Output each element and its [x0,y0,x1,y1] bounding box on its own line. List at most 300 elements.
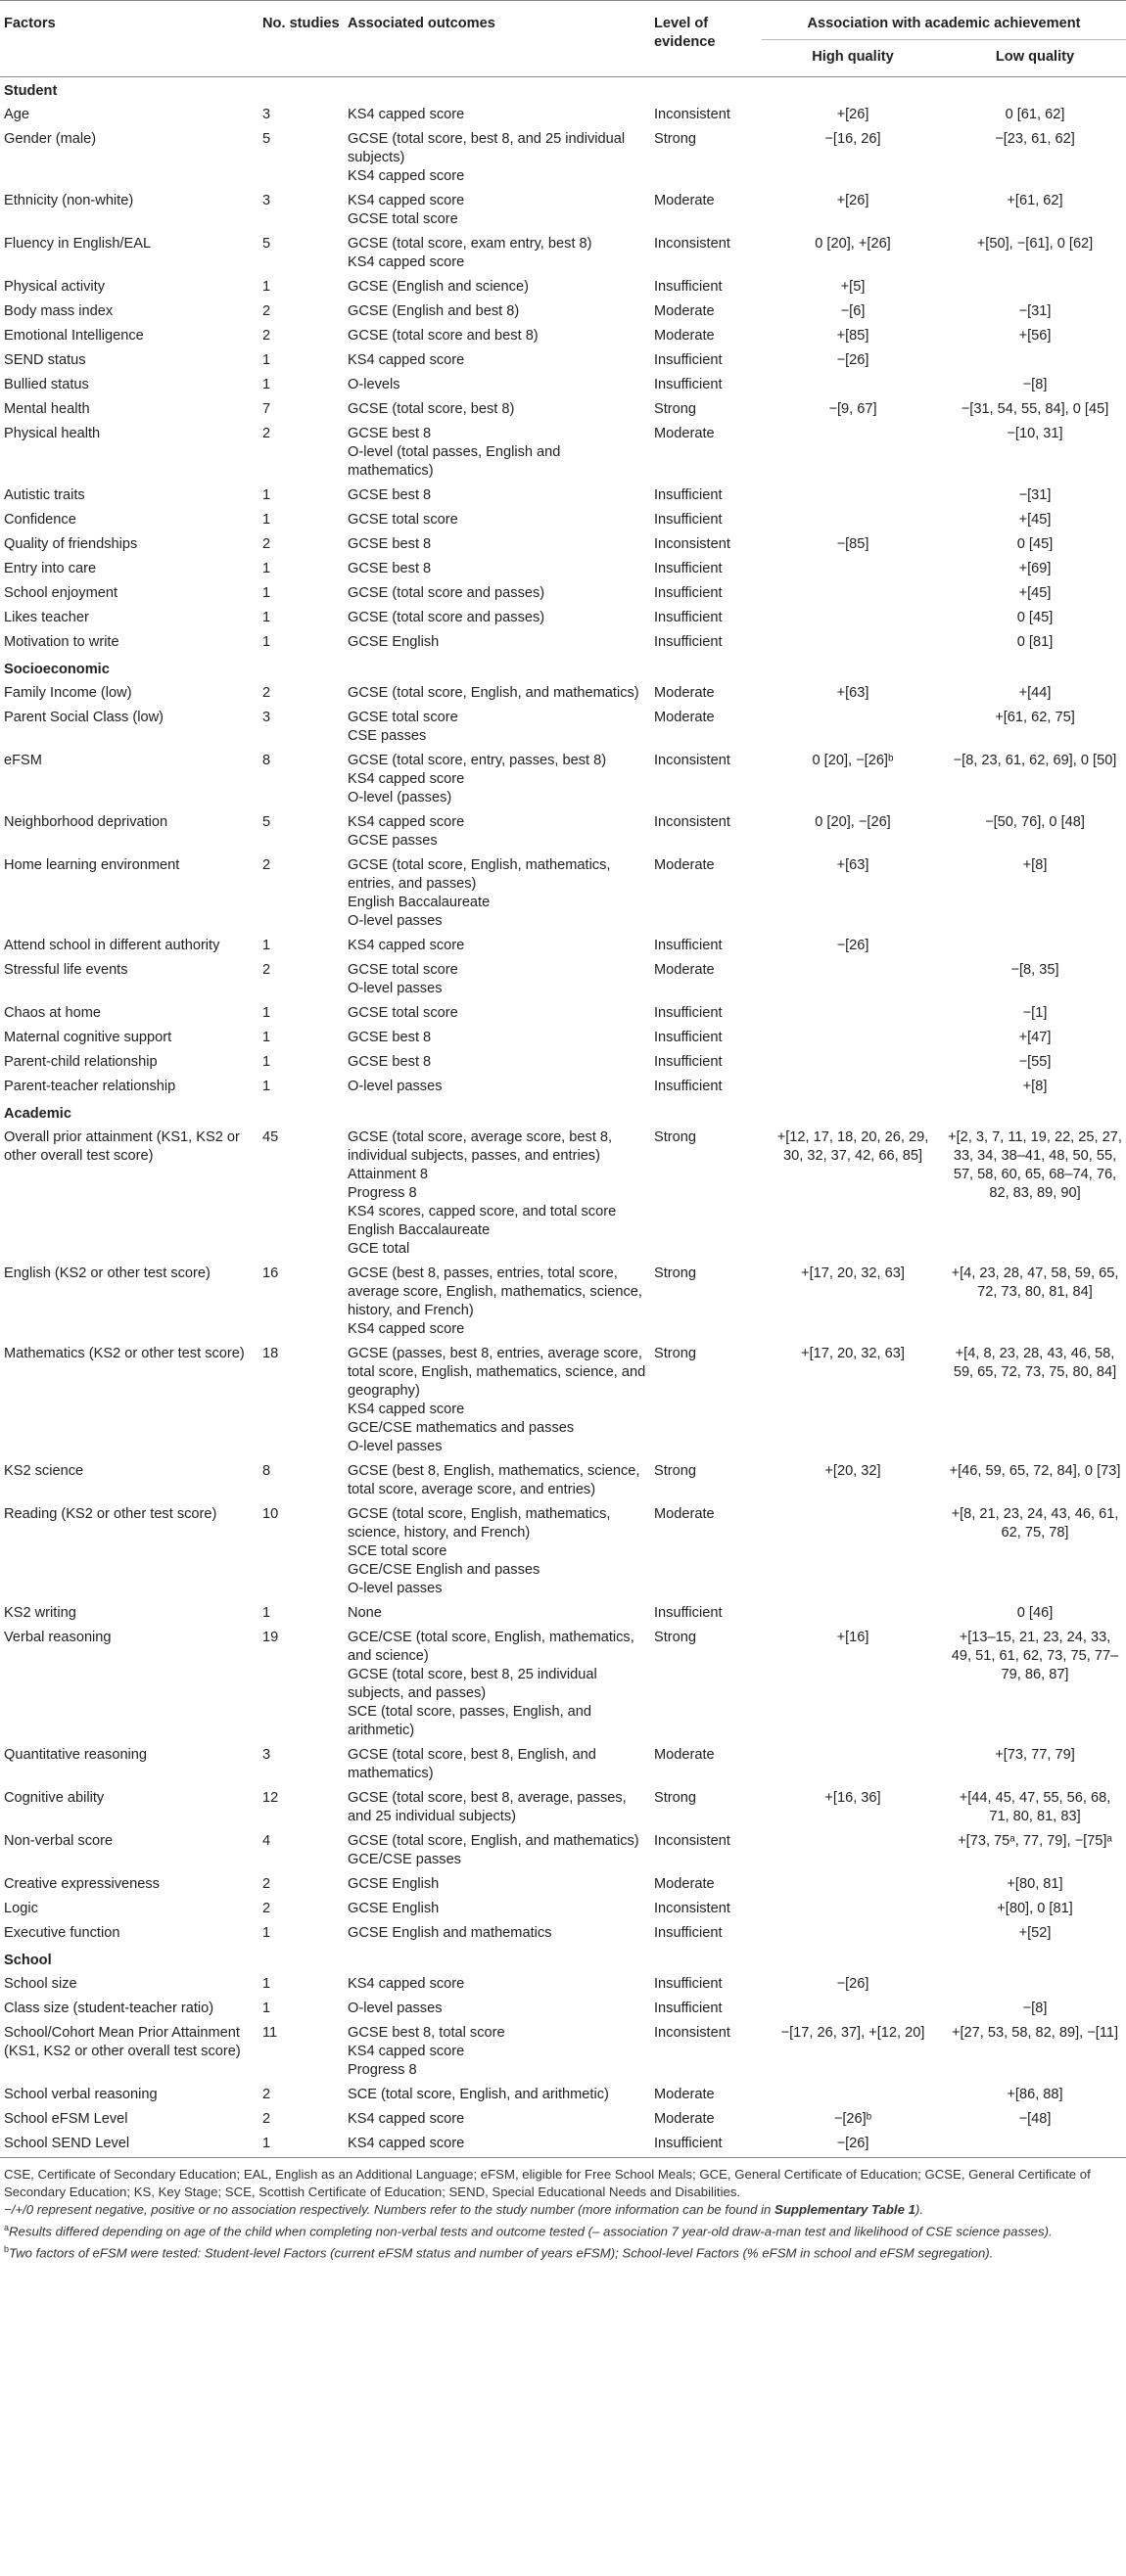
evidence-cell: Moderate [654,2087,715,2102]
section-header [0,1947,1126,1973]
outcomes-cell: GCSE (total score, average score, best 8, individual subjects, passes, and entries) Attainment 8 Progress 8 KS4 scores, capped score, and total score English Baccalaureate GCE total [348,1129,617,1257]
low-quality-cell: +[44, 45, 47, 55, 56, 68, 71, 80, 81, 83] [959,1790,1111,1824]
header-high-quality: High quality [812,49,894,65]
factor-cell: Mental health [4,401,90,417]
table-body [0,77,1126,2158]
low-quality-cell: 0 [45] [1016,536,1054,552]
evidence-cell: Strong [654,1463,696,1479]
high-quality-cell: +[26] [836,193,869,208]
outcomes-cell: O-level passes [348,2001,443,2016]
high-quality-cell [762,1503,944,1602]
evidence-cell: Moderate [654,1747,715,1763]
high-quality-cell: −[16, 26] [824,131,881,147]
table-row [0,1503,1126,1602]
factor-cell: KS2 writing [4,1605,76,1621]
table-row [0,233,1126,276]
table-row [0,533,1126,558]
evidence-cell: Moderate [654,1876,715,1892]
table-row [0,1898,1126,1922]
high-quality-cell: −[26]ᵇ [833,2111,872,2127]
high-quality-cell [762,1873,944,1898]
studies-cell: 1 [262,1605,271,1621]
header-evidence: Level of evidence [654,16,716,50]
table-row [0,750,1126,811]
table-row [0,631,1126,656]
factor-cell: School verbal reasoning [4,2087,158,2102]
outcomes-cell: KS4 capped score [348,2136,465,2151]
outcomes-cell: GCSE (total score, best 8, average, passes, and 25 individual subjects) [348,1790,627,1824]
evidence-cell: Insufficient [654,2001,723,2016]
factor-cell: Emotional Intelligence [4,328,144,344]
table-row [0,1744,1126,1787]
table-row [0,2022,1126,2084]
header-factors: Factors [4,16,56,31]
factor-cell: Neighborhood deprivation [4,814,168,830]
low-quality-cell: −[10, 31] [1007,426,1063,441]
table-row [0,607,1126,631]
outcomes-cell: GCSE (total score, best 8) [348,401,515,417]
low-quality-cell: 0 [61, 62] [1005,107,1065,122]
low-quality-cell: +[13–15, 21, 23, 24, 33, 49, 51, 61, 62, 73, 75, 77–79, 86, 87] [951,1630,1119,1682]
high-quality-cell [762,2084,944,2108]
header-low-quality: Low quality [995,49,1075,65]
factor-cell: Body mass index [4,303,114,319]
outcomes-cell: GCSE best 8 [348,561,432,576]
low-quality-cell: +[27, 53, 58, 82, 89], −[11] [951,2025,1119,2041]
factor-cell: School enjoyment [4,585,118,601]
outcomes-cell: KS4 capped score [348,1976,465,1992]
evidence-cell: Inconsistent [654,1901,730,1916]
outcomes-cell: KS4 capped score [348,107,465,122]
outcomes-cell: KS4 capped score [348,2111,465,2127]
supplementary-table-link[interactable]: Supplementary Table 1 [774,2202,915,2217]
evidence-cell: Moderate [654,685,715,701]
low-quality-cell: +[86, 88] [1007,2087,1063,2102]
factor-cell: Confidence [4,512,76,528]
outcomes-cell: GCSE total score O-level passes [348,962,458,996]
factor-cell: English (KS2 or other test score) [4,1265,211,1281]
evidence-cell: Inconsistent [654,236,730,252]
evidence-cell: Insufficient [654,1054,723,1070]
low-quality-cell: +[4, 8, 23, 28, 43, 46, 58, 59, 65, 72, 73, 75, 80, 84] [953,1346,1117,1380]
table-row [0,398,1126,423]
low-quality-cell: −[8, 23, 61, 62, 69], 0 [50] [953,753,1117,768]
low-quality-cell: −[48] [1018,2111,1052,2127]
studies-cell: 5 [262,131,271,147]
high-quality-cell [762,1076,944,1100]
header-no-studies: No. studies [262,16,340,31]
factor-cell: KS2 science [4,1463,84,1479]
factor-cell: School/Cohort Mean Prior Attainment (KS1, KS2 or other overall test score) [4,2025,241,2059]
low-quality-cell: +[2, 3, 7, 11, 19, 22, 25, 27, 33, 34, 38–41, 48, 50, 55, 57, 58, 60, 65, 68–74, 76, 82, 83, 89, 90] [948,1129,1122,1201]
studies-cell: 10 [262,1506,279,1522]
outcomes-cell: GCSE (total score and best 8) [348,328,539,344]
low-quality-cell [944,1973,1126,1998]
evidence-cell: Insufficient [654,279,723,295]
studies-cell: 2 [262,1876,271,1892]
factor-cell: Attend school in different authority [4,938,220,953]
outcomes-cell: GCSE (total score, best 8, and 25 individual subjects) KS4 capped score [348,131,626,184]
high-quality-cell [762,374,944,398]
studies-cell: 1 [262,585,271,601]
evidence-cell: Insufficient [654,487,723,503]
low-quality-cell: +[80, 81] [1007,1876,1063,1892]
studies-cell: 1 [262,561,271,576]
evidence-cell: Strong [654,1630,696,1645]
studies-cell: 1 [262,1005,271,1021]
studies-cell: 12 [262,1790,279,1806]
studies-cell: 1 [262,512,271,528]
table-row [0,558,1126,582]
table-row [0,854,1126,935]
table-row [0,2108,1126,2133]
factor-cell: Executive function [4,1925,120,1941]
evidence-cell: Insufficient [654,512,723,528]
high-quality-cell [762,1922,944,1947]
studies-cell: 2 [262,2111,271,2127]
evidence-cell: Moderate [654,328,715,344]
low-quality-cell: −[55] [1018,1054,1052,1070]
high-quality-cell [762,484,944,509]
evidence-cell: Inconsistent [654,107,730,122]
studies-cell: 2 [262,536,271,552]
low-quality-cell: +[69] [1018,561,1052,576]
high-quality-cell: +[17, 20, 32, 63] [801,1265,905,1281]
outcomes-cell: GCSE (total score, entry, passes, best 8) KS4 capped score O-level (passes) [348,753,607,805]
evidence-cell: Insufficient [654,634,723,650]
table-row [0,1002,1126,1027]
factor-cell: Creative expressiveness [4,1876,160,1892]
evidence-cell: Insufficient [654,1030,723,1045]
evidence-cell: Inconsistent [654,1833,730,1849]
low-quality-cell: +[45] [1018,585,1052,601]
low-quality-cell: −[23, 61, 62] [995,131,1075,147]
studies-cell: 5 [262,236,271,252]
studies-cell: 1 [262,610,271,625]
studies-cell: 8 [262,753,271,768]
factor-cell: Home learning environment [4,857,180,873]
studies-cell: 8 [262,1463,271,1479]
high-quality-cell: −[6] [840,303,866,319]
studies-cell: 2 [262,2087,271,2102]
outcomes-cell: GCSE (total score, best 8, English, and mathematics) [348,1747,596,1781]
outcomes-cell: GCSE (English and best 8) [348,303,520,319]
outcomes-cell: GCSE best 8 [348,1054,432,1070]
factor-cell: Age [4,107,29,122]
evidence-cell: Moderate [654,962,715,978]
high-quality-cell [762,1027,944,1051]
high-quality-cell: −[9, 67] [828,401,877,417]
high-quality-cell [762,1602,944,1627]
outcomes-cell: O-levels [348,377,400,392]
studies-cell: 5 [262,814,271,830]
table-row [0,1602,1126,1627]
outcomes-cell: None [348,1605,382,1621]
studies-cell: 2 [262,857,271,873]
high-quality-cell: +[20, 32] [824,1463,881,1479]
table-row [0,374,1126,398]
factor-cell: School eFSM Level [4,2111,128,2127]
studies-cell: 1 [262,634,271,650]
high-quality-cell [762,509,944,533]
high-quality-cell: −[26] [836,352,869,368]
studies-cell: 2 [262,328,271,344]
high-quality-cell [762,631,944,656]
outcomes-cell: GCSE English and mathematics [348,1925,552,1941]
studies-cell: 7 [262,401,271,417]
low-quality-cell: +[50], −[61], 0 [62] [976,236,1094,252]
outcomes-cell: GCSE best 8 [348,1030,432,1045]
factor-cell: Maternal cognitive support [4,1030,172,1045]
high-quality-cell: −[26] [836,938,869,953]
high-quality-cell: +[17, 20, 32, 63] [801,1346,905,1361]
table-row [0,1627,1126,1744]
outcomes-cell: GCSE best 8 O-level (total passes, English and mathematics) [348,426,561,479]
low-quality-cell: +[47] [1018,1030,1052,1045]
low-quality-cell: +[8] [1022,857,1048,873]
evidence-cell: Strong [654,1790,696,1806]
low-quality-cell [944,2133,1126,2158]
evidence-cell: Insufficient [654,352,723,368]
high-quality-cell [762,607,944,631]
table-row [0,300,1126,325]
footnotes [0,2158,1126,2263]
section-title: Socioeconomic [4,662,110,677]
evidence-cell: Insufficient [654,1005,723,1021]
factor-cell: Stressful life events [4,962,128,978]
table-row [0,276,1126,300]
evidence-cell: Strong [654,401,696,417]
table-row [0,423,1126,484]
studies-cell: 18 [262,1346,279,1361]
factor-cell: Physical activity [4,279,105,295]
factor-cell: Quality of friendships [4,536,138,552]
table-row [0,1051,1126,1076]
studies-cell: 2 [262,685,271,701]
factor-cell: School size [4,1976,77,1992]
outcomes-cell: GCSE total score [348,512,458,528]
table-row [0,707,1126,750]
table-row [0,582,1126,607]
outcomes-cell: SCE (total score, English, and arithmetic) [348,2087,609,2102]
high-quality-cell [762,423,944,484]
table-row [0,1343,1126,1460]
table-row [0,484,1126,509]
header-association: Association with academic achievement [762,1,1126,40]
high-quality-cell [762,1830,944,1873]
studies-cell: 1 [262,1079,271,1094]
outcomes-cell: GCE/CSE (total score, English, mathematics, and science) GCSE (total score, best 8, 25 individual subjects, and passes) SCE (total score, passes, English, and arithmetic) [348,1630,634,1738]
outcomes-cell: KS4 capped score GCSE passes [348,814,465,849]
outcomes-cell: KS4 capped score [348,352,465,368]
factor-cell: Parent Social Class (low) [4,710,164,725]
high-quality-cell: 0 [20], −[26] [815,814,891,830]
evidence-cell: Strong [654,1129,696,1145]
outcomes-cell: GCSE (total score, English, and mathematics) GCE/CSE passes [348,1833,639,1867]
outcomes-cell: GCSE total score CSE passes [348,710,458,744]
evidence-cell: Moderate [654,710,715,725]
studies-cell: 3 [262,710,271,725]
studies-cell: 3 [262,107,271,122]
studies-cell: 1 [262,938,271,953]
evidence-cell: Insufficient [654,1925,723,1941]
table-row [0,1460,1126,1503]
factor-cell: Non-verbal score [4,1833,114,1849]
studies-cell: 16 [262,1265,279,1281]
low-quality-cell: +[4, 23, 28, 47, 58, 59, 65, 72, 73, 80, 81, 84] [951,1265,1119,1300]
studies-cell: 1 [262,279,271,295]
high-quality-cell [762,582,944,607]
factor-cell: Verbal reasoning [4,1630,112,1645]
high-quality-cell: 0 [20], −[26]ᵇ [812,753,894,768]
table-row [0,325,1126,349]
high-quality-cell: +[63] [836,685,869,701]
low-quality-cell [944,935,1126,959]
factor-cell: eFSM [4,753,42,768]
studies-cell: 19 [262,1630,279,1645]
evidence-cell: Insufficient [654,1079,723,1094]
outcomes-cell: GCSE (total score, English, mathematics, entries, and passes) English Baccalaureate O-level passes [348,857,611,929]
evidence-cell: Insufficient [654,610,723,625]
factor-cell: Parent-child relationship [4,1054,158,1070]
low-quality-cell [944,276,1126,300]
table-row [0,1076,1126,1100]
low-quality-cell: −[8] [1022,377,1048,392]
footnote-signs: −/+/0 represent negative, positive or no association respectively. Numbers refer to the study number (more information can be found in Supplementary Table 1). [4,2202,923,2217]
outcomes-cell: GCSE English [348,634,440,650]
table-row [0,1027,1126,1051]
evidence-cell: Insufficient [654,561,723,576]
low-quality-cell: −[50, 76], 0 [48] [985,814,1085,830]
table-row [0,349,1126,374]
factor-cell: Parent-teacher relationship [4,1079,176,1094]
table-row [0,1787,1126,1830]
table-row [0,1922,1126,1947]
evidence-cell: Insufficient [654,1605,723,1621]
footnote-b: $^b$Two factors of eFSM were tested: Student-level Factors (current eFSM status and number of years eFSM); School-level Factors (% eFSM in school and eFSM segregation). [4,2244,994,2261]
outcomes-cell: GCSE (total score, English, mathematics, science, history, and French) SCE total score GCE/CSE English and passes O-level passes [348,1506,611,1596]
evidence-cell: Inconsistent [654,2025,730,2041]
evidence-cell: Insufficient [654,377,723,392]
high-quality-cell: +[5] [840,279,866,295]
table-row [0,959,1126,1002]
high-quality-cell [762,707,944,750]
high-quality-cell: +[12, 17, 18, 20, 26, 29, 30, 32, 37, 42, 66, 85] [776,1129,929,1164]
footnote-abbreviations: CSE, Certificate of Secondary Education; EAL, English as an Additional Language; eFSM, eligible for Free School Meals; GCE, General Certificate of Education; GCSE, General Certificate of Secondary Education; KS, Key Stage; SCE, Scottish Certificate of Education; SEND, Special Educational Needs and Disabilities. [4,2167,1091,2199]
studies-cell: 1 [262,1976,271,1992]
low-quality-cell: 0 [81] [1016,634,1054,650]
table-row [0,1127,1126,1263]
studies-cell: 4 [262,1833,271,1849]
factor-cell: SEND status [4,352,86,368]
table-row [0,1873,1126,1898]
low-quality-cell: −[8, 35] [1010,962,1059,978]
table-row [0,104,1126,128]
outcomes-cell: GCSE (passes, best 8, entries, average score, total score, English, mathematics, science, and geography) KS4 capped score GCE/CSE mathematics and passes O-level passes [348,1346,646,1454]
table-row [0,1263,1126,1343]
studies-cell: 1 [262,2136,271,2151]
low-quality-cell: +[44] [1018,685,1052,701]
factor-cell: Mathematics (KS2 or other test score) [4,1346,245,1361]
table-row [0,128,1126,190]
evidence-cell: Moderate [654,857,715,873]
outcomes-cell: GCSE (best 8, English, mathematics, science, total score, average score, and entries) [348,1463,640,1497]
studies-cell: 45 [262,1129,279,1145]
evidence-cell: Inconsistent [654,814,730,830]
evidence-cell: Strong [654,1346,696,1361]
table-row [0,682,1126,707]
table-row [0,509,1126,533]
low-quality-cell [944,349,1126,374]
low-quality-cell: −[31] [1018,487,1052,503]
low-quality-cell: +[46, 59, 65, 72, 84], 0 [73] [949,1463,1121,1479]
evidence-cell: Moderate [654,1506,715,1522]
section-title: Academic [4,1106,71,1122]
studies-cell: 2 [262,426,271,441]
outcomes-cell: GCSE (total score and passes) [348,585,545,601]
outcomes-cell: GCSE English [348,1901,440,1916]
studies-cell: 1 [262,1054,271,1070]
table-row [0,1830,1126,1873]
outcomes-cell: GCSE English [348,1876,440,1892]
factor-cell: Cognitive ability [4,1790,105,1806]
factor-cell: Ethnicity (non-white) [4,193,134,208]
evidence-cell: Insufficient [654,585,723,601]
low-quality-cell: +[61, 62] [1007,193,1063,208]
evidence-cell: Moderate [654,2111,715,2127]
low-quality-cell: −[31, 54, 55, 84], 0 [45] [961,401,1109,417]
outcomes-cell: GCSE (total score, English, and mathematics) [348,685,639,701]
high-quality-cell: 0 [20], +[26] [815,236,891,252]
outcomes-cell: GCSE best 8, total score KS4 capped score Progress 8 [348,2025,505,2078]
outcomes-cell: GCSE total score [348,1005,458,1021]
factor-cell: Entry into care [4,561,97,576]
high-quality-cell [762,558,944,582]
evidence-cell: Insufficient [654,2136,723,2151]
low-quality-cell: +[61, 62, 75] [995,710,1075,725]
table-row [0,1973,1126,1998]
evidence-cell: Insufficient [654,938,723,953]
evidence-cell: Moderate [654,193,715,208]
low-quality-cell: 0 [46] [1016,1605,1054,1621]
factor-cell: Fluency in English/EAL [4,236,152,252]
table-row [0,935,1126,959]
high-quality-cell: −[26] [836,2136,869,2151]
high-quality-cell: +[63] [836,857,869,873]
table-row [0,190,1126,233]
factor-cell: Chaos at home [4,1005,101,1021]
studies-cell: 3 [262,193,271,208]
low-quality-cell: 0 [45] [1016,610,1054,625]
evidence-cell: Moderate [654,303,715,319]
low-quality-cell: +[52] [1018,1925,1052,1941]
high-quality-cell: −[17, 26, 37], +[12, 20] [780,2025,925,2041]
studies-cell: 11 [262,2025,278,2041]
studies-cell: 2 [262,962,271,978]
factor-cell: Likes teacher [4,610,89,625]
low-quality-cell: +[73, 75ᵃ, 77, 79], −[75]ᵃ [958,1833,1112,1849]
table-row [0,2133,1126,2158]
evidence-cell: Insufficient [654,1976,723,1992]
section-title: School [4,1953,52,1968]
factor-cell: Autistic traits [4,487,85,503]
factor-cell: Overall prior attainment (KS1, KS2 or other overall test score) [4,1129,240,1164]
studies-cell: 3 [262,1747,271,1763]
section-header [0,656,1126,682]
studies-cell: 1 [262,1925,271,1941]
low-quality-cell: +[8] [1022,1079,1048,1094]
studies-cell: 1 [262,2001,271,2016]
